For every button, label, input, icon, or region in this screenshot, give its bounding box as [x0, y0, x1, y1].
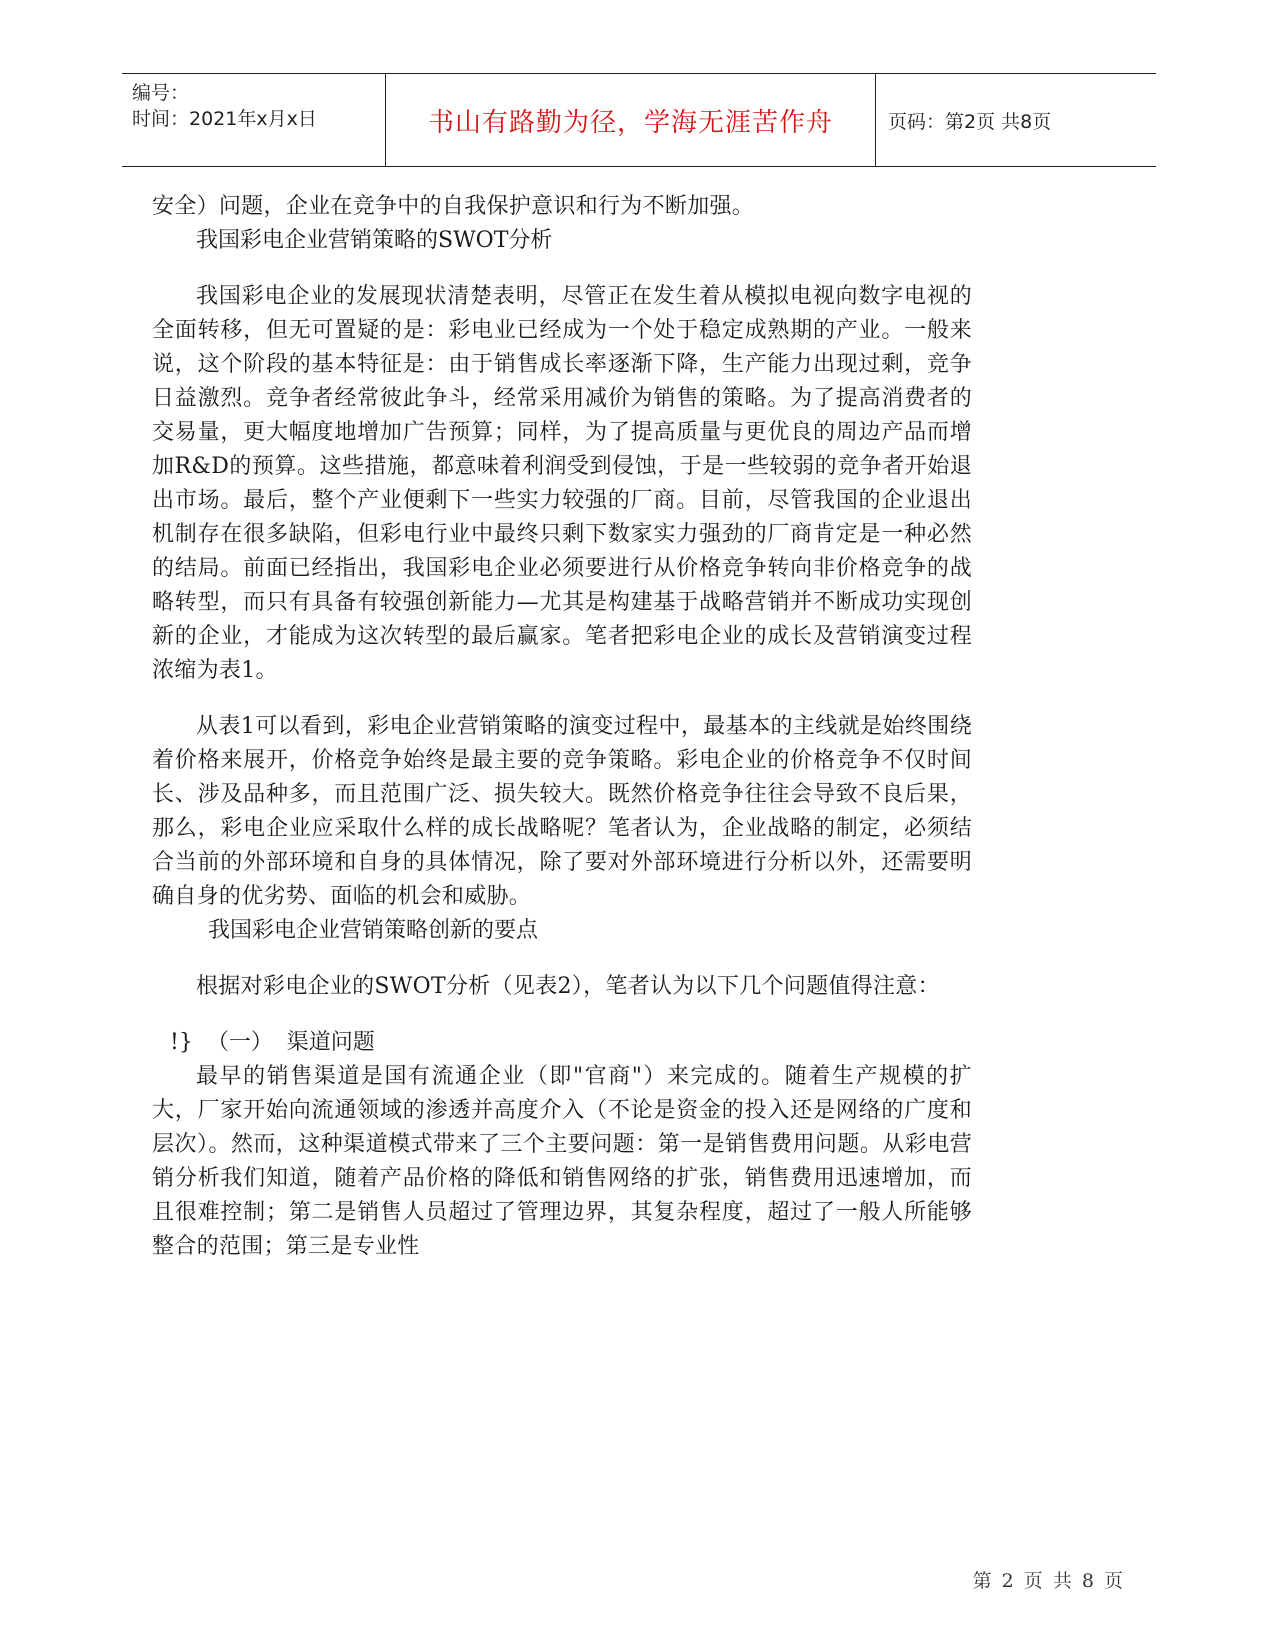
section-heading-innovation: 我国彩电企业营销策略创新的要点 — [208, 918, 539, 943]
document-body — [152, 190, 972, 1264]
paragraph-price-competition: 从表1可以看到，彩电企业营销策略的演变过程中，最基本的主线就是始终围绕着价格来展开，价格竞争始终是最主要的竞争策略。彩电企业的价格竞争不仅时间长、涉及品种多，而且范围广泛、损失较大。既然价格竞争往往会导致不良后果，那么，彩电企业应采取什么样的成长战略呢？笔者认为，企业战略的制定，必须结合当前的外部环境和自身的具体情况，除了要对外部环境进行分析以外，还需要明确自身的优劣势、面临的机会和威胁。 — [152, 714, 972, 909]
header-motto-cell — [386, 74, 876, 166]
paragraph-continuation: 安全）问题，企业在竞争中的自我保护意识和行为不断加强。 — [152, 194, 755, 219]
header-page-cell — [876, 74, 1156, 166]
page-footer-number: 第 2 页 共 8 页 — [972, 1570, 1125, 1592]
header-meta-cell — [122, 74, 386, 166]
document-header — [122, 73, 1156, 167]
paragraph-channel-issues: 最早的销售渠道是国有流通企业（即"官商"）来完成的。随着生产规模的扩大，厂家开始向流通领域的渗透并高度介入（不论是资金的投入还是网络的广度和层次）。然而，这种渠道模式带来了三个主要问题：第一是销售费用问题。从彩电营销分析我们知道，随着产品价格的降低和销售网络的扩张，销售费用迅速增加，而且很难控制；第二是销售人员超过了管理边界，其复杂程度，超过了一般人所能够整合的范围；第三是专业性 — [152, 1064, 972, 1259]
document-number-label: 编号： — [132, 82, 190, 104]
document-time-label: 时间：2021年x月x日 — [132, 108, 317, 130]
subsection-heading-channel: !} （一） 渠道问题 — [170, 1030, 375, 1055]
header-motto: 书山有路勤为径，学海无涯苦作舟 — [427, 107, 833, 138]
section-heading-swot: 我国彩电企业营销策略的SWOT分析 — [196, 228, 553, 253]
paragraph-swot-summary: 根据对彩电企业的SWOT分析（见表2），笔者认为以下几个问题值得注意： — [196, 974, 940, 999]
header-page-info: 页码：第2页 共8页 — [888, 110, 1052, 133]
paragraph-development-status: 我国彩电企业的发展现状清楚表明，尽管正在发生着从模拟电视向数字电视的全面转移，但无可置疑的是：彩电业已经成为一个处于稳定成熟期的产业。一般来说，这个阶段的基本特征是：由于销售成长率逐渐下降，生产能力出现过剩，竞争日益激烈。竞争者经常彼此争斗，经常采用减价为销售的策略。为了提高消费者的交易量，更大幅度地增加广告预算；同样，为了提高质量与更优良的周边产品而增加R&D的预算。这些措施，都意味着利润受到侵蚀，于是一些较弱的竞争者开始退出市场。最后，整个产业便剩下一些实力较强的厂商。目前，尽管我国的企业退出机制存在很多缺陷，但彩电行业中最终只剩下数家实力强劲的厂商肯定是一种必然的结局。前面已经指出，我国彩电企业必须要进行从价格竞争转向非价格竞争的战略转型，而只有具备有较强创新能力—尤其是构建基于战略营销并不断成功实现创新的企业，才能成为这次转型的最后赢家。笔者把彩电企业的成长及营销演变过程浓缩为表1。 — [152, 284, 972, 683]
